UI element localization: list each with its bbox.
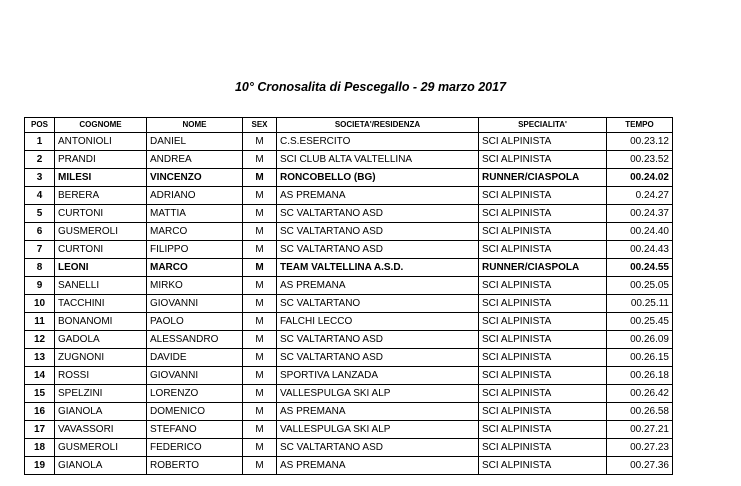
cell-specialita: SCI ALPINISTA <box>479 331 607 349</box>
cell-sex: M <box>243 421 277 439</box>
table-row <box>25 223 673 241</box>
header-pos: POS <box>25 118 55 133</box>
table-row <box>25 457 673 475</box>
table-row <box>25 313 673 331</box>
cell-pos: 12 <box>25 331 55 349</box>
cell-nome: VINCENZO <box>147 169 243 187</box>
cell-nome: MARCO <box>147 223 243 241</box>
table-row <box>25 349 673 367</box>
cell-tempo: 00.24.40 <box>607 223 673 241</box>
cell-societa: TEAM VALTELLINA A.S.D. <box>277 259 479 277</box>
cell-specialita: RUNNER/CIASPOLA <box>479 169 607 187</box>
cell-pos: 8 <box>25 259 55 277</box>
cell-cognome: GIANOLA <box>55 457 147 475</box>
cell-nome: STEFANO <box>147 421 243 439</box>
cell-tempo: 00.26.18 <box>607 367 673 385</box>
cell-nome: GIOVANNI <box>147 295 243 313</box>
cell-pos: 7 <box>25 241 55 259</box>
cell-sex: M <box>243 277 277 295</box>
cell-tempo: 0.24.27 <box>607 187 673 205</box>
table-row <box>25 133 673 151</box>
cell-cognome: VAVASSORI <box>55 421 147 439</box>
cell-sex: M <box>243 187 277 205</box>
cell-cognome: CURTONI <box>55 241 147 259</box>
cell-sex: M <box>243 241 277 259</box>
cell-societa: AS PREMANA <box>277 187 479 205</box>
cell-specialita: SCI ALPINISTA <box>479 223 607 241</box>
header-nome: NOME <box>147 118 243 133</box>
cell-sex: M <box>243 385 277 403</box>
cell-tempo: 00.24.37 <box>607 205 673 223</box>
page-title: 10° Cronosalita di Pescegallo - 29 marzo 2017 <box>234 80 507 94</box>
table-row <box>25 421 673 439</box>
cell-tempo: 00.24.02 <box>607 169 673 187</box>
cell-tempo: 00.26.09 <box>607 331 673 349</box>
cell-sex: M <box>243 313 277 331</box>
cell-sex: M <box>243 367 277 385</box>
cell-cognome: TACCHINI <box>55 295 147 313</box>
cell-cognome: BONANOMI <box>55 313 147 331</box>
cell-tempo: 00.23.52 <box>607 151 673 169</box>
table-row <box>25 169 673 187</box>
table-row <box>25 241 673 259</box>
cell-specialita: SCI ALPINISTA <box>479 439 607 457</box>
cell-societa: SCI CLUB ALTA VALTELLINA <box>277 151 479 169</box>
cell-specialita: SCI ALPINISTA <box>479 457 607 475</box>
cell-nome: MARCO <box>147 259 243 277</box>
cell-specialita: SCI ALPINISTA <box>479 295 607 313</box>
cell-sex: M <box>243 331 277 349</box>
table-row <box>25 385 673 403</box>
cell-societa: RONCOBELLO (BG) <box>277 169 479 187</box>
cell-pos: 19 <box>25 457 55 475</box>
cell-tempo: 00.26.15 <box>607 349 673 367</box>
table-row <box>25 295 673 313</box>
header-tempo: TEMPO <box>607 118 673 133</box>
header-cognome: COGNOME <box>55 118 147 133</box>
cell-sex: M <box>243 205 277 223</box>
cell-cognome: ZUGNONI <box>55 349 147 367</box>
cell-pos: 1 <box>25 133 55 151</box>
cell-cognome: CURTONI <box>55 205 147 223</box>
cell-societa: SC VALTARTANO ASD <box>277 439 479 457</box>
cell-pos: 14 <box>25 367 55 385</box>
cell-tempo: 00.26.42 <box>607 385 673 403</box>
cell-pos: 11 <box>25 313 55 331</box>
cell-societa: SC VALTARTANO ASD <box>277 205 479 223</box>
table-row <box>25 259 673 277</box>
cell-pos: 17 <box>25 421 55 439</box>
cell-tempo: 00.25.45 <box>607 313 673 331</box>
cell-pos: 4 <box>25 187 55 205</box>
cell-specialita: SCI ALPINISTA <box>479 403 607 421</box>
cell-pos: 13 <box>25 349 55 367</box>
cell-specialita: SCI ALPINISTA <box>479 385 607 403</box>
cell-sex: M <box>243 457 277 475</box>
cell-societa: AS PREMANA <box>277 277 479 295</box>
cell-nome: PAOLO <box>147 313 243 331</box>
cell-societa: VALLESPULGA SKI ALP <box>277 421 479 439</box>
cell-pos: 18 <box>25 439 55 457</box>
cell-nome: ADRIANO <box>147 187 243 205</box>
cell-specialita: RUNNER/CIASPOLA <box>479 259 607 277</box>
cell-specialita: SCI ALPINISTA <box>479 205 607 223</box>
cell-societa: SC VALTARTANO <box>277 295 479 313</box>
cell-specialita: SCI ALPINISTA <box>479 187 607 205</box>
cell-societa: FALCHI LECCO <box>277 313 479 331</box>
cell-specialita: SCI ALPINISTA <box>479 313 607 331</box>
cell-pos: 10 <box>25 295 55 313</box>
cell-cognome: SPELZINI <box>55 385 147 403</box>
table-row <box>25 403 673 421</box>
table-row <box>25 367 673 385</box>
cell-cognome: ROSSI <box>55 367 147 385</box>
cell-specialita: SCI ALPINISTA <box>479 421 607 439</box>
cell-cognome: MILESI <box>55 169 147 187</box>
cell-tempo: 00.25.05 <box>607 277 673 295</box>
cell-specialita: SCI ALPINISTA <box>479 277 607 295</box>
cell-sex: M <box>243 259 277 277</box>
header-societa: SOCIETA'/RESIDENZA <box>277 118 479 133</box>
results-body <box>25 133 673 475</box>
cell-specialita: SCI ALPINISTA <box>479 133 607 151</box>
cell-pos: 6 <box>25 223 55 241</box>
cell-cognome: GADOLA <box>55 331 147 349</box>
cell-cognome: PRANDI <box>55 151 147 169</box>
table-row <box>25 439 673 457</box>
cell-nome: FEDERICO <box>147 439 243 457</box>
cell-specialita: SCI ALPINISTA <box>479 349 607 367</box>
cell-tempo: 00.26.58 <box>607 403 673 421</box>
cell-nome: ALESSANDRO <box>147 331 243 349</box>
cell-nome: DAVIDE <box>147 349 243 367</box>
cell-sex: M <box>243 223 277 241</box>
cell-cognome: LEONI <box>55 259 147 277</box>
cell-sex: M <box>243 295 277 313</box>
table-row <box>25 187 673 205</box>
cell-nome: DOMENICO <box>147 403 243 421</box>
cell-tempo: 00.27.23 <box>607 439 673 457</box>
header-row <box>25 118 673 133</box>
cell-pos: 2 <box>25 151 55 169</box>
cell-societa: SC VALTARTANO ASD <box>277 223 479 241</box>
table-row <box>25 331 673 349</box>
cell-pos: 16 <box>25 403 55 421</box>
header-sex: SEX <box>243 118 277 133</box>
cell-sex: M <box>243 133 277 151</box>
table-row <box>25 205 673 223</box>
cell-cognome: SANELLI <box>55 277 147 295</box>
table-row <box>25 277 673 295</box>
cell-cognome: BERERA <box>55 187 147 205</box>
cell-tempo: 00.24.43 <box>607 241 673 259</box>
cell-societa: AS PREMANA <box>277 457 479 475</box>
table-row <box>25 151 673 169</box>
cell-tempo: 00.27.36 <box>607 457 673 475</box>
cell-sex: M <box>243 151 277 169</box>
cell-nome: DANIEL <box>147 133 243 151</box>
cell-nome: GIOVANNI <box>147 367 243 385</box>
cell-societa: SC VALTARTANO ASD <box>277 241 479 259</box>
cell-nome: ROBERTO <box>147 457 243 475</box>
cell-tempo: 00.24.55 <box>607 259 673 277</box>
cell-societa: SC VALTARTANO ASD <box>277 331 479 349</box>
cell-societa: SPORTIVA LANZADA <box>277 367 479 385</box>
cell-specialita: SCI ALPINISTA <box>479 367 607 385</box>
cell-sex: M <box>243 439 277 457</box>
cell-nome: ANDREA <box>147 151 243 169</box>
cell-tempo: 00.25.11 <box>607 295 673 313</box>
results-table <box>24 117 673 475</box>
cell-specialita: SCI ALPINISTA <box>479 241 607 259</box>
cell-cognome: ANTONIOLI <box>55 133 147 151</box>
cell-sex: M <box>243 349 277 367</box>
cell-tempo: 00.23.12 <box>607 133 673 151</box>
cell-nome: FILIPPO <box>147 241 243 259</box>
header-specialita: SPECIALITA' <box>479 118 607 133</box>
cell-societa: C.S.ESERCITO <box>277 133 479 151</box>
cell-pos: 9 <box>25 277 55 295</box>
cell-societa: VALLESPULGA SKI ALP <box>277 385 479 403</box>
cell-cognome: GUSMEROLI <box>55 223 147 241</box>
cell-pos: 15 <box>25 385 55 403</box>
cell-pos: 5 <box>25 205 55 223</box>
cell-cognome: GUSMEROLI <box>55 439 147 457</box>
cell-tempo: 00.27.21 <box>607 421 673 439</box>
cell-pos: 3 <box>25 169 55 187</box>
cell-societa: AS PREMANA <box>277 403 479 421</box>
cell-sex: M <box>243 169 277 187</box>
cell-cognome: GIANOLA <box>55 403 147 421</box>
cell-specialita: SCI ALPINISTA <box>479 151 607 169</box>
cell-nome: LORENZO <box>147 385 243 403</box>
cell-sex: M <box>243 403 277 421</box>
cell-nome: MATTIA <box>147 205 243 223</box>
cell-societa: SC VALTARTANO ASD <box>277 349 479 367</box>
cell-nome: MIRKO <box>147 277 243 295</box>
